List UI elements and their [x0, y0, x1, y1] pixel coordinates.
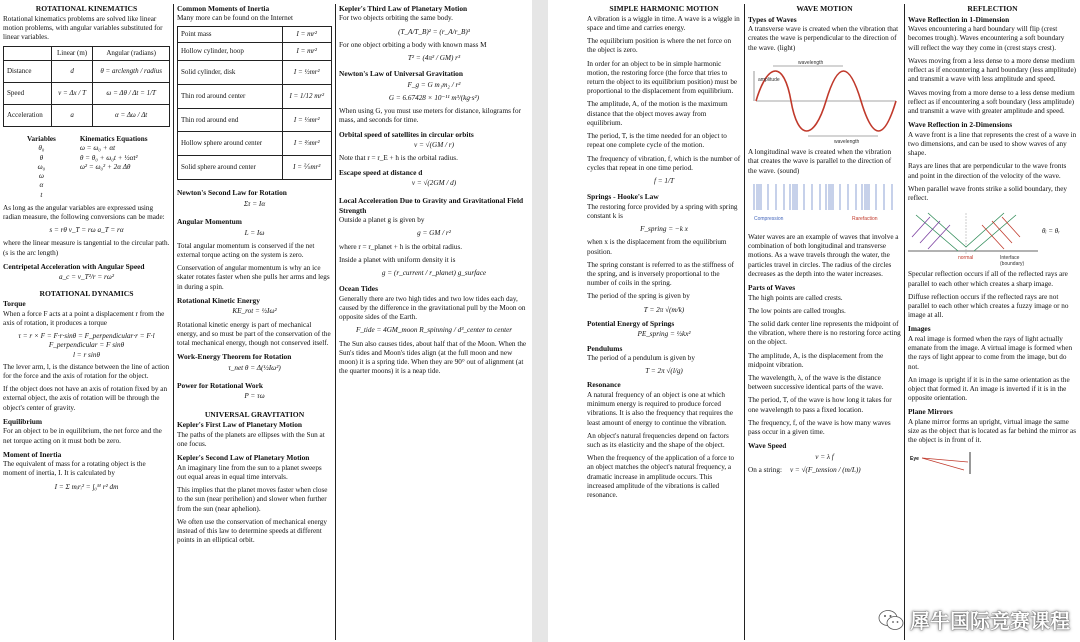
table-cell: v = Δx / T: [51, 83, 93, 105]
column-rotational-kinematics: [0, 4, 173, 640]
heading-reflection-2d: Wave Reflection in 2-Dimensions: [908, 120, 1013, 130]
table-cell: Thin rod around center: [178, 84, 283, 108]
table-row: [178, 42, 332, 60]
variable-symbol: θ₀: [38, 144, 45, 153]
heading-work-energy: Work-Energy Theorem for Rotation: [177, 352, 292, 362]
text-transverse: A transverse wave is created when the vibration that creates the wave is perpendicular to the direction of the wave. (light): [748, 25, 899, 52]
table-header-row: [4, 47, 170, 61]
equation-torque: τ = r × F = F·r·sinθ = F_perpendicular·r = F·l: [18, 332, 155, 341]
text-spring-force: The restoring force provided by a spring with spring constant k is: [587, 202, 738, 220]
equation-inside-gravity: g = (r_current / r_planet) g_surface: [381, 269, 487, 278]
heading-reflection-1d: Wave Reflection in 1-Dimension: [908, 14, 1010, 24]
text-rot-intro: Rotational kinematics problems are solved like linear motion problems, with angular variables substituted for linear variables.: [3, 14, 163, 42]
reflected-wave-fronts: [982, 217, 1020, 249]
text-planet-radius: where r = r_planet + h is the orbital radius.: [339, 242, 463, 251]
text-equilibrium-position: The equilibrium position is where the net force on the object is zero.: [587, 37, 732, 55]
text-units: When using G, you must use meters for distance, kilograms for mass, and seconds for time.: [339, 107, 522, 125]
variable-symbol: α: [39, 181, 44, 190]
table-header-cell: Linear (m): [51, 47, 93, 61]
text-hard-soft-boundary: Waves encountering a hard boundary will flip (crest becomes trough). Waves encountering a soft boundary will reflect the way they come in (crest stays crest).: [908, 25, 1065, 52]
table-cell: I = ⅖mr²: [282, 156, 331, 180]
equation-escape-speed: v = √(2GM / d): [411, 179, 457, 188]
equation-wave-speed: v = λ f: [815, 452, 834, 461]
text-equilibrium: For an object to be in equilibrium, the net force and the net torque acting on it must both be zero.: [3, 427, 162, 445]
variable-row: [3, 172, 170, 181]
angles-label: θᵢ = θᵣ: [1042, 227, 1060, 236]
kinematics-equation: [80, 172, 170, 181]
equation-kepler-mass: T² = (4π² / GM) r³: [407, 54, 461, 63]
text-pendulum-period: The period of a pendulum is given by: [587, 354, 695, 363]
wavelength-label-bottom: wavelength: [834, 138, 860, 145]
table-row: [178, 26, 332, 42]
table-cell: Hollow cylinder, hoop: [178, 42, 283, 60]
text-angular-conversion: As long as the angular variables are expressed using radian measure, the following conversions can be made:: [3, 203, 165, 221]
text-midpoint: The solid dark center line represents the midpoint of the vibration, where there is no restoring force acting on the object.: [748, 319, 901, 347]
equation-lever-arm: l = r sinθ: [73, 350, 100, 359]
equation-perpendicular-force: F_perpendicular = F sinθ: [48, 341, 125, 350]
table-row: [178, 108, 332, 132]
text-specular: Specular reflection occurs if all of the reflected rays are parallel to each other which creates a sharp image.: [908, 270, 1068, 288]
text-conservation-orbit: We often use the conservation of mechanical energy instead of this law to determine speeds at different points in an elliptical orbit.: [177, 517, 327, 545]
heading-wave-motion: WAVE MOTION: [796, 4, 853, 13]
table-cell: I = mr²: [282, 26, 331, 42]
text-spring-neap-tides: The Sun also causes tides, about half that of the Moon. When the Sun's tides and Moon's tides align (at the full moon and new moon) it is a spring tide. When they are 90° out of alignment (at the quarter moons) it is a neap tide.: [339, 339, 527, 376]
heading-universal-gravitation-law: Newton's Law of Universal Gravitation: [339, 69, 463, 79]
boundary-label: (boundary): [1000, 261, 1025, 268]
table-cell: Distance: [4, 61, 52, 83]
kinematics-equation: ω = ω₀ + αt: [79, 144, 116, 153]
rarefaction-label: Rarefaction: [852, 215, 878, 222]
longitudinal-wave-lines: [754, 184, 892, 210]
text-wavelength: The wavelength, λ, of the wave is the distance between successive identical parts of the wave.: [748, 374, 884, 392]
equation-centripetal: a_c = v_T²/r = rω²: [58, 273, 115, 282]
equation-local-gravity: g = GM / r²: [417, 229, 451, 238]
equation-conversions: s = rθ v_T = rω a_T = rα: [49, 226, 124, 235]
equation-string-speed: v = √(F_tension / (m/L)): [789, 466, 861, 475]
heading-newton-rotation: Newton's Second Law for Rotation: [177, 188, 287, 198]
table-cell: Speed: [4, 83, 52, 105]
text-spring-period: The period of the spring is given by: [587, 292, 690, 301]
column-wave-motion: [744, 4, 904, 640]
text-natural-frequency-factors: An object's natural frequencies depend on factors such as its elasticity and the shape of the object.: [587, 431, 729, 450]
heading-escape-speed: Escape speed at distance d: [339, 167, 423, 177]
equation-work-energy: τ_net θ = Δ(½Iω²): [228, 363, 281, 372]
table-row: [4, 105, 170, 127]
heading-rotational-kinematics: ROTATIONAL KINEMATICS: [35, 4, 138, 13]
variable-symbol: ω₀: [37, 162, 46, 171]
heading-torque: Torque: [3, 299, 26, 309]
text-real-virtual: A real image is formed when the rays of light actually emanate from the image. A virtual image is formed when the rays of light appear to come from the image, but do not.: [908, 334, 1073, 371]
variable-row: [3, 144, 170, 153]
equation-hookes-law: F_spring = −k x: [640, 225, 688, 234]
text-wave-frequency: The frequency, f, of the wave is how many waves pass occur in a given time.: [748, 418, 891, 437]
text-diffuse: Diffuse reflection occurs if the reflected rays are not parallel to each other which creates a fuzzy image or no image at all.: [908, 292, 1069, 320]
text-inside-planet: Inside a planet with uniform density it is: [339, 255, 456, 264]
page-left: [0, 0, 532, 642]
text-angular-momentum-conserved: Total angular momentum is conserved if the net external torque acting on the system is zero.: [177, 241, 315, 259]
variable-symbol: t: [40, 190, 43, 199]
text-axis-rotation: If the object does not have an axis of rotation fixed by an external object, the axis of rotation will be through the object's center of gravity.: [3, 385, 168, 412]
equation-tide-force: F_tide = 4GM_moon R_spinning / d³_center to center: [355, 326, 513, 335]
table-moments-of-inertia: [177, 26, 332, 181]
table-row: [4, 61, 170, 83]
equation-gravity-force: F_g = G m₁m₂ / r²: [407, 80, 461, 89]
text-kepler-mass: For one object orbiting a body with known mass M: [339, 40, 487, 49]
heading-images: Images: [908, 324, 931, 334]
text-kepler-third: For two objects orbiting the same body.: [339, 14, 453, 23]
heading-angular-momentum: Angular Momentum: [177, 217, 242, 227]
incident-wave-fronts: [912, 217, 950, 249]
table-cell: θ = arclength / radius: [93, 61, 170, 83]
text-ice-skater: Conservation of angular momentum is why an ice skater rotates faster when she pulls her arms and legs in during a spin.: [177, 264, 330, 291]
watermark: [878, 605, 1070, 634]
table-row: [178, 84, 332, 108]
heading-centripetal: Centripetal Acceleration with Angular Speed: [3, 261, 145, 271]
kinematics-equations-title: Kinematics Equations: [79, 135, 148, 144]
text-moment-of-inertia: The equivalent of mass for a rotating object is the moment of inertia, I. It is calculated by: [3, 460, 146, 478]
text-natural-frequency: A natural frequency of an object is one at which minimum energy is required to produce forced vibrations. It is also the frequency that requires the least amount of energy to continue the vibration.: [587, 390, 733, 427]
equation-newton-rotation: Στ = Iα: [243, 199, 266, 208]
table-cell: d: [51, 61, 93, 83]
variable-row: [3, 163, 170, 172]
longitudinal-wave-diagram: [748, 180, 898, 226]
text-parallel-fronts: When parallel wave fronts strike a solid boundary, they reflect.: [908, 184, 1068, 202]
variable-row: [3, 154, 170, 163]
equation-gravity-constant: G = 6.67428 × 10⁻¹¹ m³/(kg·s²): [388, 94, 480, 103]
heading-wave-speed: Wave Speed: [748, 441, 787, 451]
table-cell: Point mass: [178, 26, 283, 42]
normal-label: normal: [958, 255, 974, 262]
equation-spring-period: T = 2π √(m/k): [643, 305, 685, 314]
heading-equilibrium: Equilibrium: [3, 416, 43, 426]
table-cell: Hollow sphere around center: [178, 132, 283, 156]
text-rays: Rays are lines that are perpendicular to the wave fronts and point in the direction of the velocity of the wave.: [908, 162, 1067, 180]
heading-kepler-second: Kepler's Second Law of Planetary Motion: [177, 453, 310, 463]
text-torque: When a force F acts at a point a displacement r from the axis of rotation, it produces a torque: [3, 309, 165, 327]
reflection-diagram: [908, 207, 1078, 267]
heading-spring-pe: Potential Energy of Springs: [587, 318, 675, 328]
reflected-rays: [966, 213, 1016, 251]
table-cell: I = 1/12 mr²: [282, 84, 331, 108]
text-lever-arm: The lever arm, l, is the distance between the line of action for the force and the axis of rotation for the object.: [3, 362, 170, 380]
text-troughs: The low points are called troughs.: [748, 306, 846, 315]
kinematics-equation: θ = θ₀ + ω₀t + ½αt²: [79, 153, 138, 162]
text-common-moments: Many more can be found on the Internet: [177, 14, 293, 23]
heading-rotational-power: Power for Rotational Work: [177, 380, 264, 390]
text-tangential: where the linear measure is tangential to the circular path. (s is the arc length): [3, 239, 170, 257]
variable-row: [3, 191, 170, 200]
equation-frequency: f = 1/T: [653, 177, 675, 185]
table-row: [4, 83, 170, 105]
incident-rays: [916, 213, 966, 251]
heading-parts-of-waves: Parts of Waves: [748, 283, 796, 293]
text-upright-inverted: An image is upright if it is in the same orientation as the object that formed it. An image is inverted if it is in the opposite orientation.: [908, 375, 1070, 403]
column-moments-of-inertia: [173, 4, 335, 640]
table-cell: ω = Δθ / Δt = 1/T: [93, 83, 170, 105]
text-perihelion: This implies that the planet moves faster when close to the sun (near perihelion) and slower when further from the sun (near aphelion).: [177, 486, 328, 513]
variables-header: [3, 135, 170, 144]
table-cell: I = ½mr²: [282, 60, 331, 84]
kinematics-equation: ω² = ω₀² + 2α Δθ: [79, 162, 131, 171]
equation-kepler-third: (T_A/T_B)² = (r_A/r_B)³: [398, 27, 470, 36]
heading-plane-mirrors: Plane Mirrors: [908, 407, 953, 417]
table-cell: Solid sphere around center: [178, 156, 283, 180]
kinematics-equation: [80, 181, 170, 190]
heading-orbital-speed: Orbital speed of satellites in circular orbits: [339, 129, 474, 139]
column-gravitation: [335, 4, 532, 640]
text-water-waves: Water waves are an example of waves that involve a combination of both longitudinal and transverse motions. As a wave travels through the water, the particles travel in circles. The radius of the circles decreases as the depth into the water increases.: [748, 232, 899, 278]
text-rotational-ke: Rotational kinetic energy is part of mechanical energy, and so must be part of the conservation of the total mechanical energy, though not conserved itself.: [177, 320, 331, 347]
table-linear-angular: [3, 46, 170, 127]
table-header-cell: [4, 47, 52, 61]
text-outside-planet: Outside a planet g is given by: [339, 216, 425, 225]
heading-local-gravity: Local Acceleration Due to Gravity and Gravitational Field Strength: [339, 196, 524, 215]
column-simple-harmonic-motion: [584, 4, 744, 640]
variable-symbol: ω: [38, 172, 44, 181]
text-plane-mirror: A plane mirror forms an upright, virtual image the same size as the object that is located as far behind the mirror as the object is in front of it.: [908, 417, 1077, 445]
text-kepler-second: An imaginary line from the sun to a planet sweeps out equal areas in equal time intervals.: [177, 463, 322, 481]
table-cell: a: [51, 105, 93, 127]
heading-resonance: Resonance: [587, 380, 621, 390]
heading-shm: SIMPLE HARMONIC MOTION: [609, 4, 719, 13]
heading-reflection: REFLECTION: [967, 4, 1018, 13]
equation-orbital-speed: v = √(GM / r): [414, 141, 454, 150]
table-cell: α = Δω / Δt: [93, 105, 170, 127]
table-cell: Solid cylinder, disk: [178, 60, 283, 84]
heading-pendulums: Pendulums: [587, 343, 623, 353]
text-wave-period: The period, T, of the wave is how long it takes for one wavelength to pass a fixed location.: [748, 396, 892, 414]
heading-ocean-tides: Ocean Tides: [339, 284, 378, 294]
wechat-icon: [878, 609, 904, 631]
text-crests: The high points are called crests.: [748, 293, 843, 302]
text-orbital-radius: Note that r = r_E + h is the orbital radius.: [339, 154, 458, 163]
text-wave-amplitude: The amplitude, A, is the displacement from the midpoint vibration.: [748, 351, 884, 369]
table-cell: I = ⅓mr²: [282, 108, 331, 132]
column-reflection: [904, 4, 1080, 640]
equation-moment-of-inertia: I = Σ mᵢrᵢ² = ∫₀ᴹ r² dm: [54, 482, 119, 491]
table-row: [178, 132, 332, 156]
text-more-to-less-dense: Waves moving from a more dense to a less dense medium reflect as if encountering a soft boundary (less amplitude) and transmit a wave with greater amplitude and speed.: [908, 88, 1075, 115]
heading-rotational-dynamics: ROTATIONAL DYNAMICS: [39, 288, 134, 298]
text-frequency: The frequency of vibration, f, which is the number of cycles that repeat in one time period.: [587, 154, 741, 172]
eye-label: Eye: [910, 455, 919, 462]
heading-kepler-third: Kepler's Third Law of Planetary Motion: [339, 4, 468, 13]
table-row: [178, 156, 332, 180]
heading-universal-gravitation: UNIVERSAL GRAVITATION: [204, 409, 305, 419]
equation-pendulum-period: T = 2π √(l/g): [645, 367, 683, 376]
amplitude-label: amplitude: [758, 76, 780, 83]
variables-title: Variables: [26, 135, 56, 144]
text-less-to-more-dense: Waves moving from a less dense to a more dense medium reflect as if encountering a hard boundary (less amplitude) and transmit a wave with less amplitude and speed.: [908, 56, 1077, 84]
equation-spring-pe: PE_spring = ½kx²: [637, 330, 691, 339]
equation-angular-momentum: L = Iω: [244, 228, 265, 237]
text-kepler-first: The paths of the planets are ellipses with the Sun at one focus.: [177, 430, 325, 448]
wavelength-label: wavelength: [798, 59, 824, 66]
text-vibration: A vibration is a wiggle in time. A wave is a wiggle in space and time and carries energy.: [587, 14, 740, 32]
heading-moment-of-inertia: Moment of Inertia: [3, 449, 62, 459]
variable-symbol: θ: [39, 153, 44, 162]
text-resonance: When the frequency of the application of a force to an object matches the object's natural frequency, a dramatic increase in amplitude occurs. This increased amplitude of the vibrations is called resonance.: [587, 454, 735, 500]
text-spring-constant: The spring constant is referred to as the stiffness of the spring, and is inversely proportional to the number of coils in the spring.: [587, 260, 734, 288]
text-period: The period, T, is the time needed for an object to repeat one complete cycle of the motion.: [587, 132, 727, 150]
table-row: [178, 60, 332, 84]
text-amplitude: The amplitude, A, of the motion is the maximum distance that the object moves away from equilibrium.: [587, 100, 728, 127]
text-shm-condition: In order for an object to be in simple harmonic motion, the restoring force (the force that tries to return the object to its equilibrium position) must be proportional to the displacement from equilibrium.: [587, 59, 738, 96]
table-cell: I = ⅔mr²: [282, 132, 331, 156]
watermark-text: 犀牛国际竞赛课程: [910, 609, 1070, 633]
string-speed-row: [748, 466, 901, 475]
text-longitudinal: A longitudinal wave is created when the vibration that creates the wave is parallel to the direction of the wave. (sound): [748, 148, 892, 175]
transverse-wave-diagram: [748, 57, 898, 145]
table-header-cell: Angular (radians): [93, 47, 170, 61]
table-cell: Thin rod around end: [178, 108, 283, 132]
text-ocean-tides: Generally there are two high tides and two low tides each day, caused by the difference in the gravitational pull by the Moon on opposite sides of the Earth.: [339, 294, 526, 322]
equation-rotational-ke: KE_rot = ½Iω²: [232, 307, 277, 316]
equation-rotational-power: P = τω: [244, 392, 265, 401]
table-cell: I = mr²: [282, 42, 331, 60]
variable-row: [3, 181, 170, 190]
plane-mirror-diagram: [908, 450, 1008, 476]
heading-types-of-waves: Types of Waves: [748, 14, 797, 24]
compression-label: Compression: [754, 215, 784, 222]
table-cell: Acceleration: [4, 105, 52, 127]
interface-label: Interface: [1000, 255, 1020, 262]
text-wave-front: A wave front is a line that represents the crest of a wave in two dimensions, and can be used to show waves of any shape.: [908, 130, 1077, 158]
kinematics-equation: [80, 191, 170, 200]
heading-kepler-first: Kepler's First Law of Planetary Motion: [177, 420, 303, 430]
heading-rotational-ke: Rotational Kinetic Energy: [177, 295, 260, 305]
heading-common-moments: Common Moments of Inertia: [177, 4, 270, 13]
page-right: [548, 0, 1080, 642]
heading-hookes-law: Springs - Hooke's Law: [587, 192, 659, 202]
text-on-a-string: On a string:: [748, 466, 782, 475]
text-displacement: when x is the displacement from the equilibrium position.: [587, 238, 727, 256]
